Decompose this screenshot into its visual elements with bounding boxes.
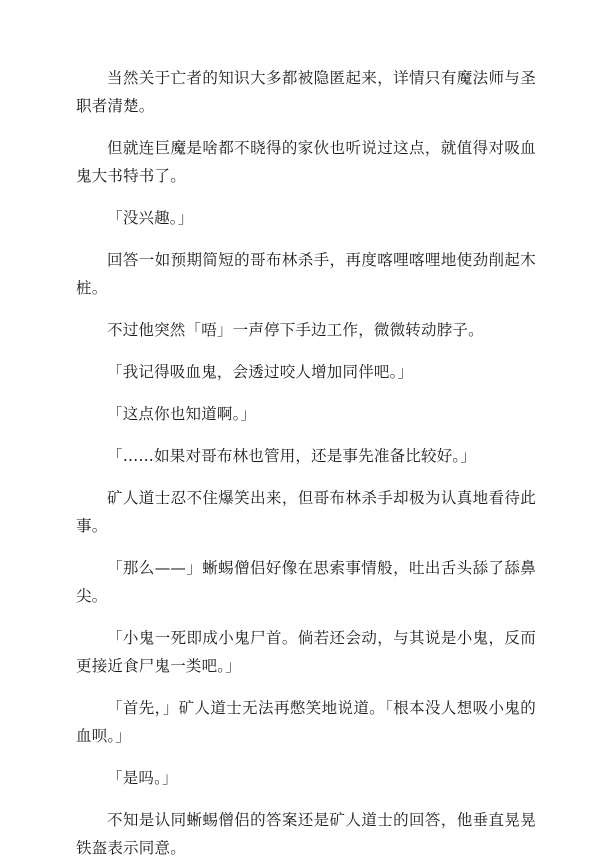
- paragraph-6: 「我记得吸血鬼，会透过咬人增加同伴吧。」: [107, 363, 414, 381]
- paragraph-9: 矿人道士忍不住爆笑出来，但哥布林杀手却极为认真地看待此事。: [76, 489, 536, 535]
- paragraph-13: 「是吗。」: [107, 769, 178, 787]
- paragraph-11: 「小鬼一死即成小鬼尸首。倘若还会动，与其说是小鬼，反而更接近食尸鬼一类吧。」: [76, 629, 536, 675]
- paragraph-1: 当然关于亡者的知识大多都被隐匿起来，详情只有魔法师与圣职者清楚。: [76, 69, 536, 115]
- paragraph-3: 「没兴趣。」: [107, 209, 194, 227]
- paragraph-2: 但就连巨魔是啥都不晓得的家伙也听说过这点，就值得对吸血鬼大书特书了。: [76, 139, 536, 185]
- paragraph-10: 「那么——」蜥蜴僧侣好像在思索事情般，吐出舌头舔了舔鼻尖。: [76, 559, 536, 605]
- paragraph-12: 「首先，」矿人道士无法再憋笑地说道。「根本没人想吸小鬼的血呗。」: [76, 699, 536, 745]
- paragraph-14: 不知是认同蜥蜴僧侣的答案还是矿人道士的回答，他垂直晃晃铁盔表示同意。: [76, 811, 536, 857]
- paragraph-5: 不过他突然「唔」一声停下手边工作，微微转动脖子。: [107, 321, 484, 339]
- paragraph-7: 「这点你也知道啊。」: [107, 405, 257, 423]
- paragraph-8: 「……如果对哥布林也管用，还是事先准备比较好。」: [107, 447, 477, 465]
- paragraph-4: 回答一如预期简短的哥布林杀手，再度喀哩喀哩地使劲削起木桩。: [76, 251, 536, 297]
